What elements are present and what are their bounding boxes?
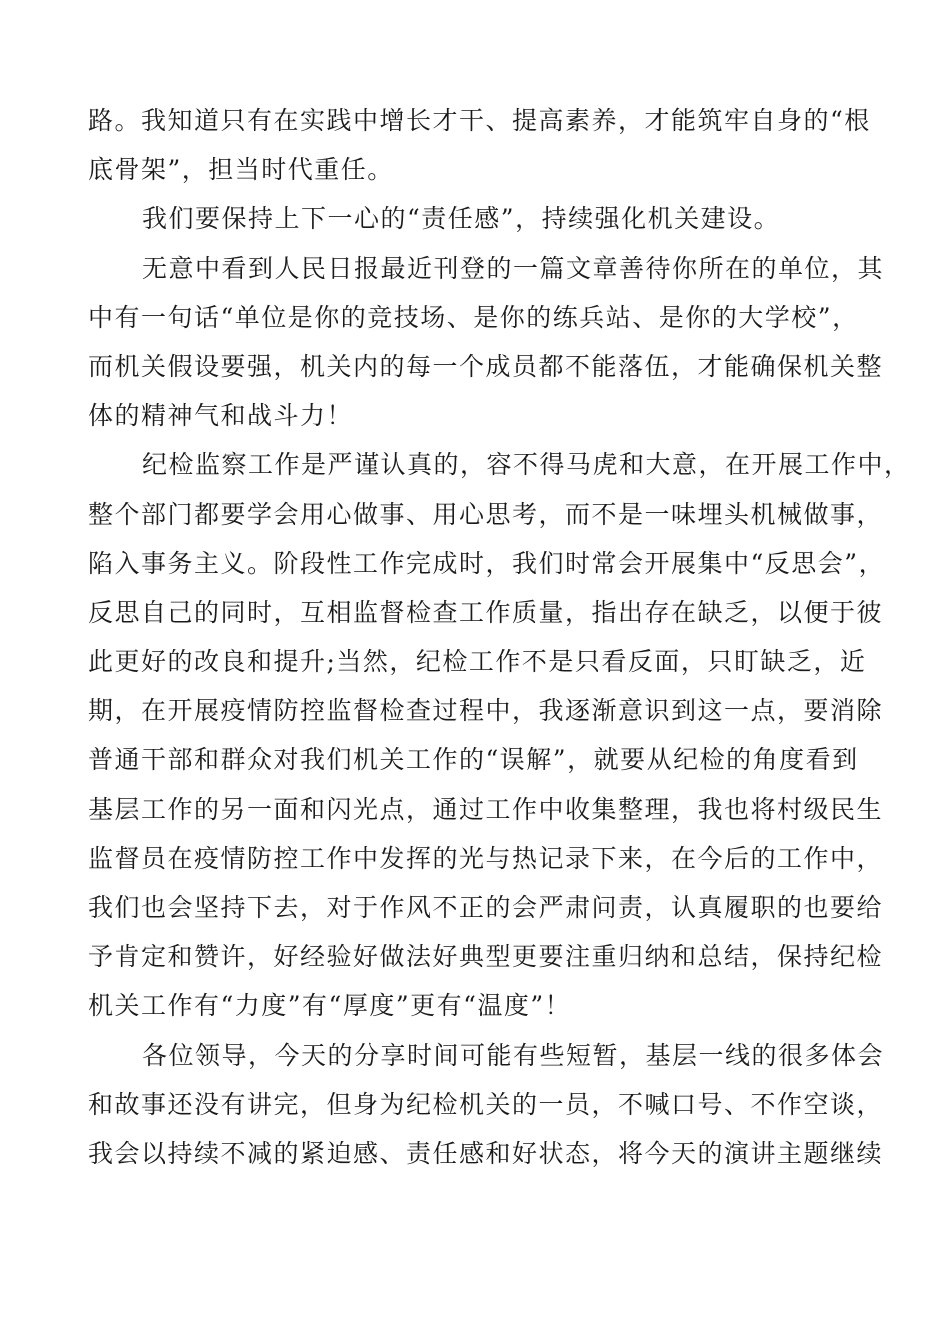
- text-line: 和故事还没有讲完，但身为纪检机关的一员，不喊口号、不作空谈，: [88, 1089, 884, 1119]
- text-line: 普通干部和群众对我们机关工作的“误解”，就要从纪检的角度看到: [88, 745, 859, 775]
- paragraph-start-line: 我们要保持上下一心的“责任感”，持续强化机关建设。: [142, 204, 781, 234]
- text-line: 中有一句话“单位是你的竞技场、是你的练兵站、是你的大学校”，: [88, 302, 859, 332]
- text-line: 陷入事务主义。阶段性工作完成时，我们时常会开展集中“反思会”，: [88, 548, 886, 578]
- text-line: 机关工作有“力度”有“厚度”更有“温度”！: [88, 991, 572, 1021]
- text-line: 整个部门都要学会用心做事、用心思考，而不是一味埋头机械做事，: [88, 499, 884, 529]
- text-line: 监督员在疫情防控工作中发挥的光与热记录下来，在今后的工作中，: [88, 843, 884, 873]
- text-line: 路。我知道只有在实践中增长才干、提高素养，才能筑牢自身的“根: [88, 106, 871, 135]
- text-line: 而机关假设要强，机关内的每一个成员都不能落伍，才能确保机关整: [88, 351, 884, 381]
- text-line: 基层工作的另一面和闪光点，通过工作中收集整理，我也将村级民生: [88, 794, 884, 824]
- text-line: 反思自己的同时，互相监督检查工作质量，指出存在缺乏，以便于彼: [88, 597, 884, 627]
- text-line: 予肯定和赞许，好经验好做法好典型更要注重归纳和总结，保持纪检: [88, 942, 884, 972]
- document-body: [88, 96, 911, 1178]
- text-line: 我会以持续不减的紧迫感、责任感和好状态，将今天的演讲主题继续: [88, 1138, 884, 1168]
- paragraph-start-line: 无意中看到人民日报最近刊登的一篇文章善待你所在的单位，其: [142, 253, 885, 283]
- text-line: 此更好的改良和提升;当然，纪检工作不是只看反面，只盯缺乏，近: [88, 647, 867, 677]
- paragraph-start-line: 各位领导，今天的分享时间可能有些短暂，基层一线的很多体会: [142, 1040, 885, 1070]
- text-line: 期，在开展疫情防控监督检查过程中，我逐渐意识到这一点，要消除: [88, 696, 884, 726]
- text-line: 体的精神气和战斗力！: [88, 401, 354, 431]
- text-line: 底骨架”，担当时代重任。: [88, 155, 394, 185]
- text-line: 我们也会坚持下去，对于作风不正的会严肃问责，认真履职的也要给: [88, 893, 884, 922]
- paragraph-start-line: 纪检监察工作是严谨认真的，容不得马虎和大意，在开展工作中，: [142, 450, 911, 480]
